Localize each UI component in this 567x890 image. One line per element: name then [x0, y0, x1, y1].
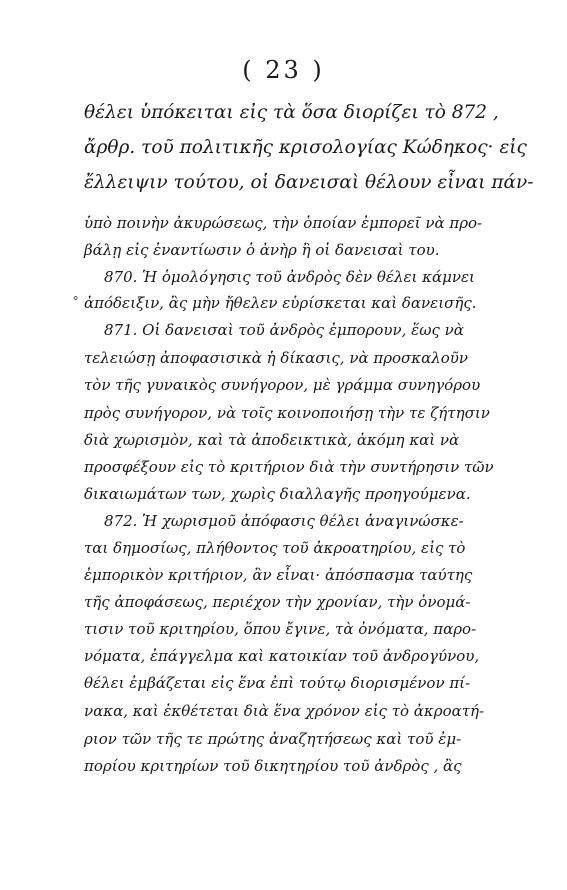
body-line: ἐμπορικὸν κριτήριον, ἂν εἶναι· ἀπόσπασμα ταύτης — [84, 566, 473, 584]
continuation-line: ἄρθρ. τοῦ πολιτικῆς κρισολογίας Κώδηκος· εἰς — [84, 137, 527, 158]
body-line: τισιν τοῦ κριτηρίου, ὅπου ἔγινε, τὰ ὀνόματα, παρο- — [84, 620, 477, 638]
body-line: βάλῃ εἰς ἐναντίωσιν ὁ ἀνὴρ ἢ οἱ δανεισαὶ του. — [84, 241, 440, 259]
continuation-line: ἔλλειψιν τούτου, οἱ δανεισαὶ θέλουν εἶναι πάν- — [84, 172, 534, 193]
article-871-heading-line: 871. Οἱ δανεισαὶ τοῦ ἀνδρὸς ἐμπορουν, ἕως νὰ — [104, 321, 464, 339]
body-line: νακα, καὶ ἐκθέτεται διὰ ἕνα χρόνον εἰς τὸ ἀκροατή- — [84, 702, 485, 720]
body-line: ριον τῶν τῆς τε πρώτης ἀναζητήσεως καὶ τοῦ ἐμ- — [84, 730, 462, 748]
body-line: πρὸς συνήγορον, νὰ τοῖς κοινοποιήσῃ τὴν τε ζήτησιν — [84, 404, 490, 422]
body-line: προσφέξουν εἰς τὸ κριτήριον διὰ τὴν συντήρησιν τῶν — [84, 458, 494, 476]
body-line: ὑπὸ ποινὴν ἀκυρώσεως, τὴν ὁποίαν ἐμπορεῖ νὰ προ- — [84, 214, 483, 232]
body-line: ἀπόδειξιν, ἂς μὴν ἤθελεν εὑρίσκεται καὶ δανεισῆς. — [84, 294, 477, 312]
continuation-line: θέλει ὑπόκειται εἰς τὰ ὅσα διορίζει τὸ 872 , — [84, 102, 499, 123]
article-872-heading-line: 872. Ἡ χωρισμοῦ ἀπόφασις θέλει ἀναγινώσκε- — [104, 512, 464, 530]
body-line: ται δημοσίως, πλήθοντος τοῦ ἀκροατηρίου, εἰς τὸ — [84, 539, 466, 557]
body-line: δικαιωμάτων των, χωρὶς διαλλαγῆς προηγούμενα. — [84, 485, 471, 503]
body-line: τελειώσῃ ἀποφασισικὰ ἡ δίκασις, νὰ προσκαλοῦν — [84, 349, 469, 367]
body-line: νόματα, ἐπάγγελμα καὶ κατοικίαν τοῦ ἀνδρογύνου, — [84, 647, 480, 665]
body-line: πορίου κριτηρίων τοῦ δικητηρίου τοῦ ἀνδρὸς , ἂς — [84, 757, 462, 775]
body-line: διὰ χωρισμὸν, καὶ τὰ ἀποδεικτικὰ, ἀκόμη καὶ νὰ — [84, 431, 460, 449]
body-line: τῆς ἀποφάσεως, περιέχον τὴν χρονίαν, τὴν ὀνομά- — [84, 593, 471, 611]
article-870-heading-line: 870. Ἡ ὁμολόγησις τοῦ ἀνδρὸς δὲν θέλει κάμνει — [104, 268, 475, 286]
page-number: ( 23 ) — [242, 56, 325, 84]
body-line: θέλει ἐμβάζεται εἰς ἕνα ἐπὶ τούτῳ διορισμένον πί- — [84, 674, 471, 692]
margin-mark: ⚬ — [71, 292, 81, 305]
body-line: τὸν τῆς γυναικὸς συνήγορον, μὲ γράμμα συνηγόρου — [84, 376, 481, 394]
